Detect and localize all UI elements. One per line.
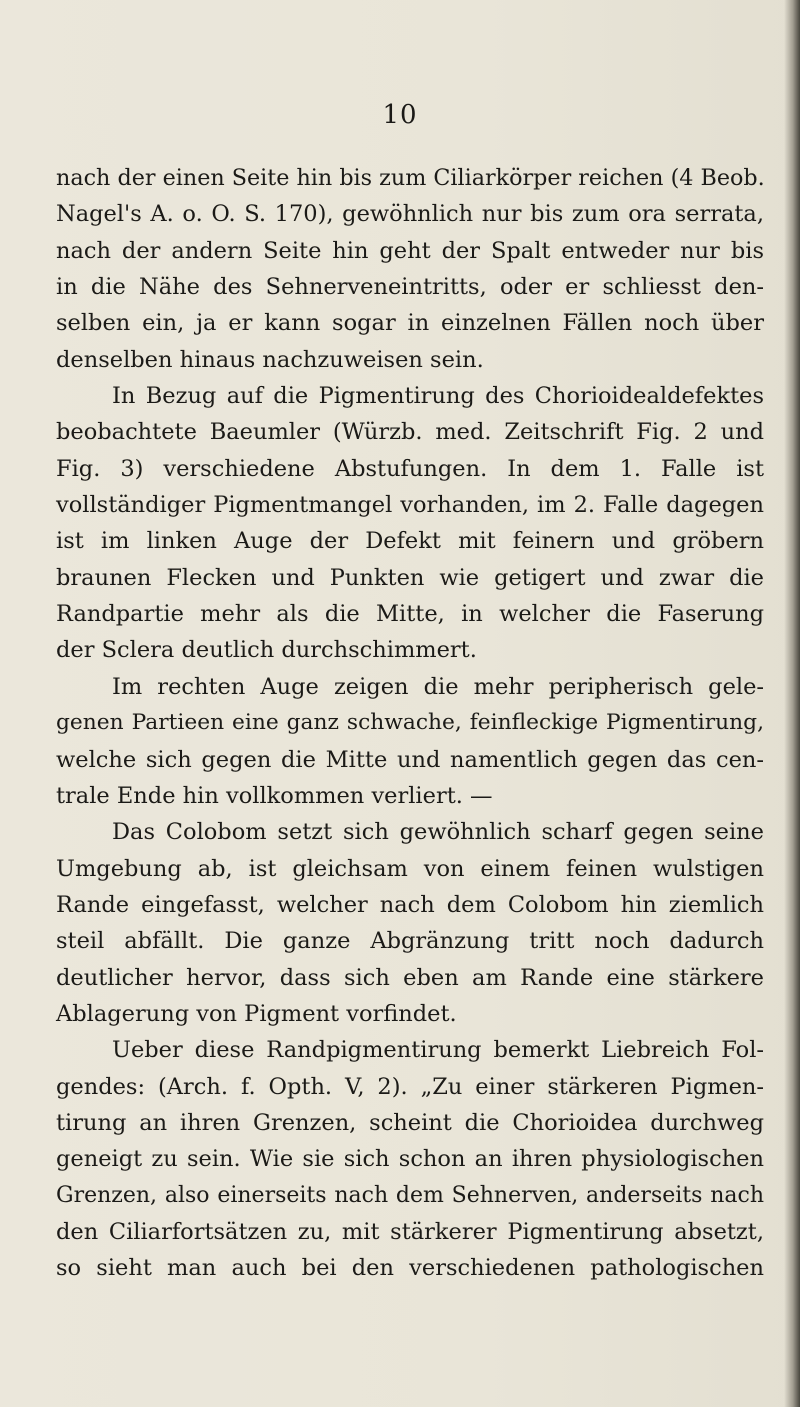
text-line: gendes: (Arch. f. Opth. V, 2). „Zu einer stärkeren Pigmen- [56, 1073, 764, 1100]
text-line: Nagel's A. o. O. S. 170), gewöhnlich nur bis zum ora serrata, [56, 201, 764, 228]
text-line: selben ein, ja er kann sogar in einzelnen Fällen noch über [56, 310, 764, 337]
text-line: welche sich gegen die Mitte und namentlich gegen das cen- [56, 746, 764, 773]
text-line: Randpartie mehr als die Mitte, in welcher die Faserung [56, 601, 764, 628]
text-line: Rande eingefasst, welcher nach dem Colobom hin ziemlich [56, 891, 764, 918]
text-line: denselben hinaus nachzuweisen sein. [56, 346, 484, 373]
text-line: Ablagerung von Pigment vorfindet. [56, 1000, 457, 1027]
text-line: trale Ende hin vollkommen verliert. — [56, 782, 493, 809]
text-line: nach der andern Seite hin geht der Spalt entweder nur bis [56, 237, 764, 264]
page-edge-shadow [784, 0, 800, 1407]
text-line: der Sclera deutlich durchschimmert. [56, 637, 477, 664]
text-line: In Bezug auf die Pigmentirung des Chorioidealdefektes [112, 383, 764, 410]
text-line: nach der einen Seite hin bis zum Ciliarkörper reichen (4 Beob. [56, 165, 765, 191]
body-text [56, 160, 764, 1287]
text-line: Grenzen, also einerseits nach dem Sehnerven, anderseits nach [56, 1182, 764, 1208]
text-line: in die Nähe des Sehnerveneintritts, oder er schliesst den- [56, 274, 764, 301]
page-number: 10 [382, 100, 418, 130]
text-line: Das Colobom setzt sich gewöhnlich scharf gegen seine [112, 819, 764, 846]
text-line: Im rechten Auge zeigen die mehr peripherisch gele- [112, 673, 764, 700]
text-line: Ueber diese Randpigmentirung bemerkt Liebreich Fol- [112, 1037, 764, 1064]
text-line: Umgebung ab, ist gleichsam von einem feinen wulstigen [56, 855, 764, 882]
text-line: braunen Flecken und Punkten wie getigert und zwar die [56, 564, 764, 591]
text-line: ist im linken Auge der Defekt mit feinern und gröbern [56, 528, 764, 555]
text-line: den Ciliarfortsätzen zu, mit stärkerer Pigmentirung absetzt, [56, 1218, 764, 1245]
text-line: steil abfällt. Die ganze Abgränzung tritt noch dadurch [56, 928, 764, 955]
text-line: deutlicher hervor, dass sich eben am Rande eine stärkere [56, 964, 764, 991]
text-line: Fig. 3) verschiedene Abstufungen. In dem 1. Falle ist [56, 455, 764, 482]
text-line: tirung an ihren Grenzen, scheint die Chorioidea durchweg [56, 1109, 764, 1136]
text-line: so sieht man auch bei den verschiedenen pathologischen [56, 1255, 764, 1282]
text-line: vollständiger Pigmentmangel vorhanden, im 2. Falle dagegen [56, 492, 764, 519]
text-line: beobachtete Baeumler (Würzb. med. Zeitschrift Fig. 2 und [56, 419, 764, 446]
text-line: geneigt zu sein. Wie sie sich schon an ihren physiologischen [56, 1146, 764, 1173]
text-line: genen Partieen eine ganz schwache, feinfleckige Pigmentirung, [56, 710, 764, 736]
